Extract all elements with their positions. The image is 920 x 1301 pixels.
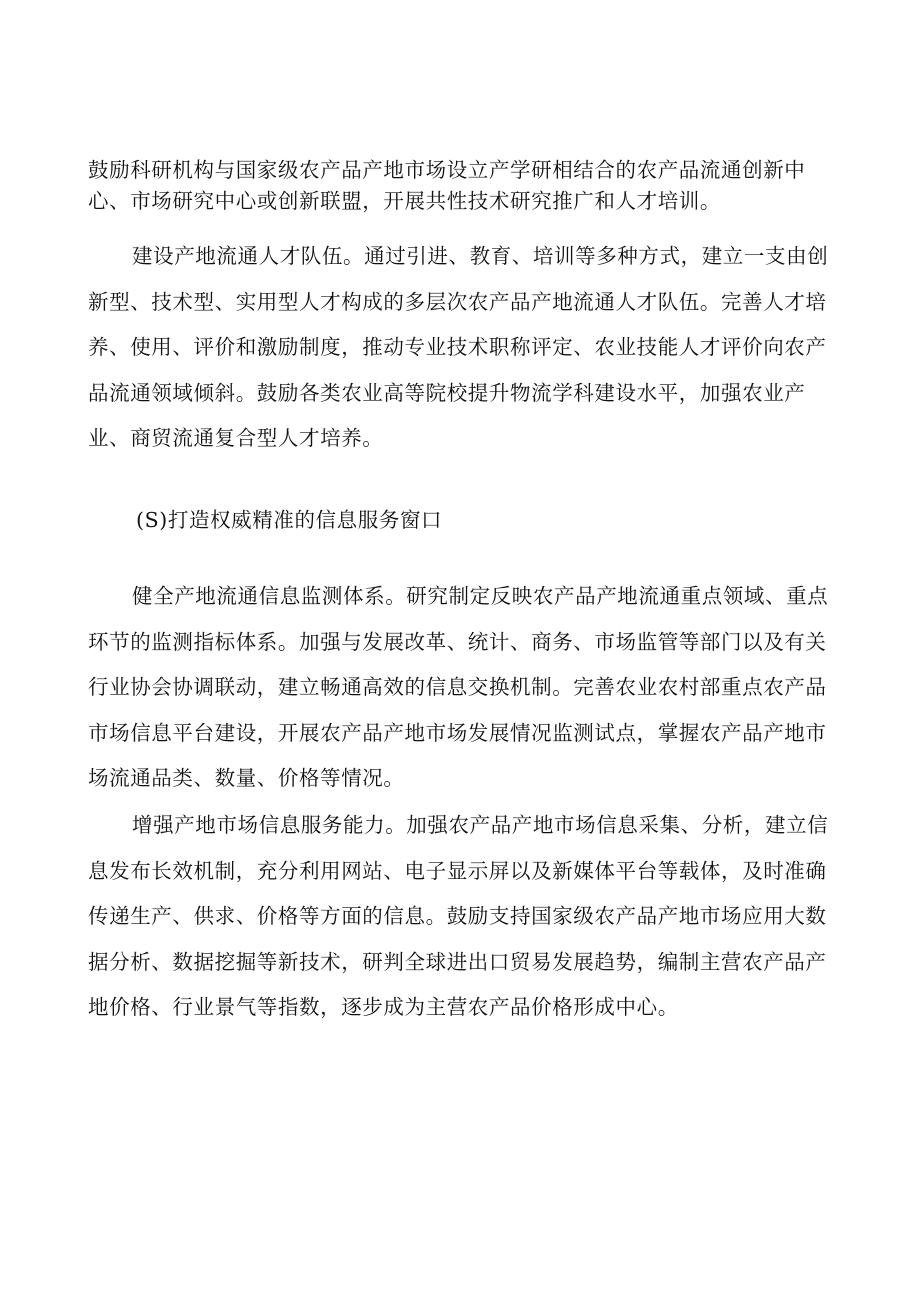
paragraph-info-monitoring: 健全产地流通信息监测体系。研究制定反映农产品产地流通重点领域、重点环节的监测指标体系。加强与发展改革、统计、商务、市场监管等部门以及有关行业协会协调联动，建立畅通高效的信息交换机制。完善农业农村部重点农产品市场信息平台建设，开展农产品产地市场发展情况监测试点，掌握农产品产地市场流通品类、数量、价格等情况。 — [88, 584, 829, 790]
paragraph-research-innovation: 鼓励科研机构与国家级农产品产地市场设立产学研相结合的农产品流通创新中心、市场研究中心或创新联盟，开展共性技术研究推广和人才培训。 — [88, 158, 806, 213]
paragraph-talent-team: 建设产地流通人才队伍。通过引进、教育、培训等多种方式，建立一支由创新型、技术型、实用型人才构成的多层次农产品产地流通人才队伍。完善人才培养、使用、评价和激励制度，推动专业技术职称评定、农业技能人才评价向农产品流通领域倾斜。鼓励各类农业高等院校提升物流学科建设水平，加强农业产业、商贸流通复合型人才培养。 — [88, 244, 829, 450]
paragraph-info-service: 增强产地市场信息服务能力。加强农产品产地市场信息采集、分析，建立信息发布长效机制，充分利用网站、电子显示屏以及新媒体平台等载体，及时准确传递生产、供求、价格等方面的信息。鼓励支持国家级农产品产地市场应用大数据分析、数据挖掘等新技术，研判全球进出口贸易发展趋势，编制主营农产品产地价格、行业景气等指数，逐步成为主营农产品价格形成中心。 — [88, 813, 829, 1019]
section-heading: (S)打造权威精准的信息服务窗口 — [136, 508, 443, 532]
